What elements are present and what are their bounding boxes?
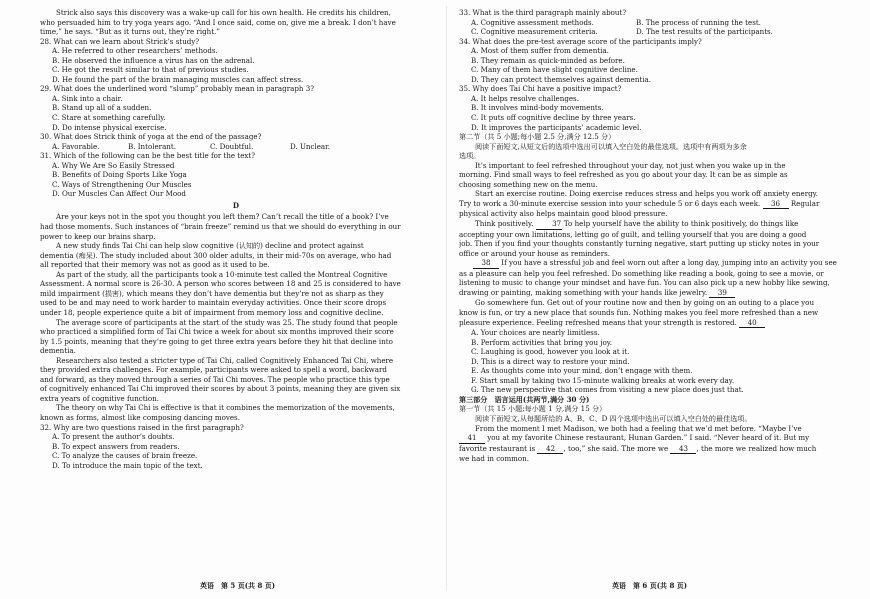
text-run: pleasure experience. Feeling refreshed means that your strength is restored. (459, 317, 737, 327)
text-line: The average score of participants at the start of the study was 25. The study found that people (56, 317, 398, 327)
text-line: mild impairment (损害), which means they don’t have dementia but they’re not as sharp as they (40, 288, 384, 298)
text-line: by 1.5 points, meaning that they’re going to get three extra years before they hit that decline into (40, 336, 393, 346)
text-line: C. Ways of Strengthening Our Muscles (52, 179, 192, 189)
text-line: D. Do intense physical exercise. (52, 122, 167, 132)
paragraph-38 (459, 258, 851, 269)
text-line: B. Benefits of Doing Sports Like Yoga (52, 170, 187, 180)
page-divider (446, 6, 447, 591)
part-three-heading: 第三部分 语言运用(共两节,满分 30 分) (459, 394, 590, 404)
text-line: morning. Find small ways to feel refreshed as you go about your day. It can be as simple as (459, 170, 788, 180)
left-bottom-block (40, 212, 432, 470)
text-line: 34. What does the pre-test average score of the participants imply? (459, 36, 702, 46)
q30-option: C. Doubtful. (210, 141, 254, 151)
text-line: know is fun, or try a new place that sounds fun. Nothing makes you feel more refreshed than a new (459, 307, 819, 317)
blank-41[interactable]: 41 (459, 433, 485, 444)
text-run: drawing or painting, making something with your hands like jewelry. (459, 287, 708, 297)
text-line: B. To expect answers from readers. (52, 441, 180, 451)
text-line: C. To analyze the causes of brain freeze. (52, 451, 198, 461)
text-run: Regular (790, 198, 820, 208)
text-line: 阅读下面短文,从每题所给的 A、B、C、D 四个选项中选出可以填入空白处的最佳选项。 (475, 413, 752, 423)
text-line: office or around your house as reminders. (459, 248, 611, 258)
text-line: E. As thoughts come into your mind, don’t engage with them. (471, 366, 693, 376)
blank-38[interactable]: 38 (473, 258, 499, 269)
q33-stem: 33. What is the third paragraph mainly about? (459, 8, 627, 17)
text-line: It’s important to feel refreshed throughout your day, not just when you wake up in the (475, 160, 786, 170)
text-line: all reported that their memory was not as good as it used to be. (40, 260, 270, 270)
text-run: you at my favorite Chinese restaurant, Hunan Garden.” I said. “Never heard of it. But my (487, 433, 810, 443)
text-run: If you have a stressful job and feel worn out after a long day, jumping into an activity you see (501, 258, 837, 268)
text-line: listening to music to change your mindset and have fun. You can also pick up a new hobby like sewing, (459, 278, 830, 288)
blank-42[interactable]: 42 (537, 444, 563, 455)
q33-option: D. The test results of the participants. (636, 27, 773, 37)
text-line: of cognitively enhanced Tai Chi improved their scores by about 3 points, meaning they are given six (40, 384, 401, 394)
left-mid-block (40, 151, 432, 199)
text-line: A new study finds Tai Chi can help slow cognitive (认知的) decline and protect against (56, 241, 364, 251)
text-line: D. To introduce the main topic of the text. (52, 460, 203, 470)
text-line: Are your keys not in the spot you thought you left them? Can’t recall the title of a book? I’ve (56, 212, 389, 222)
text-line: who practiced a simplified form of Tai Chi twice a week for about six months improved their score (40, 327, 394, 337)
blank-36[interactable]: 36 (763, 199, 789, 210)
text-line: From the moment I met Madison, we both had a feeling that we’d met before. “Maybe I’ve (475, 423, 802, 433)
right-block-g (459, 404, 851, 433)
q33-option: C. Cognitive measurement criteria. (471, 27, 598, 37)
text-line: 32. Why are two questions raised in the first paragraph? (40, 422, 244, 432)
left-column (40, 8, 432, 470)
paragraph-37 (459, 219, 851, 230)
text-line: Assessment. A normal score is 26-30. A person who scores between 18 and 25 is considered to have (40, 279, 401, 289)
blank-43[interactable]: 43 (670, 444, 696, 455)
text-line: C. Many of them have slight cognitive decline. (471, 65, 638, 75)
text-line: B. Perform activities that bring you joy. (471, 337, 613, 347)
text-line: 选项。 (459, 151, 481, 161)
paragraph-40 (459, 318, 851, 329)
text-line: time,” he says. “But as it turns out, they’re right.” (40, 27, 220, 37)
text-line: As part of the study, all the participants took a 10-minute test called the Montreal Cognitive (56, 269, 388, 279)
text-line: A. To present the author’s doubts. (52, 432, 175, 442)
paragraph-41 (459, 433, 851, 444)
text-line: D. This is a direct way to restore your mind. (471, 356, 630, 366)
text-line: 30. What does Strick think of yoga at the end of the passage? (40, 132, 262, 142)
text-line: Researchers also tested a stricter type of Tai Chi, called Cognitively Enhanced Tai Chi, where (56, 355, 394, 365)
right-block-b (459, 209, 851, 219)
text-run: To help yourself have the ability to think positively, do things like (563, 219, 799, 229)
text-line: C. He got the result similar to that of previous studies. (52, 65, 249, 75)
text-line: C. It puts off cognitive decline by three years. (471, 113, 636, 123)
text-line: 31. Which of the following can be the best title for the text? (40, 151, 256, 161)
text-line: D. It improves the participants’ academic level. (471, 122, 642, 132)
text-line: B. Stand up all of a sudden. (52, 103, 152, 113)
blank-40[interactable]: 40 (739, 318, 765, 329)
q33-option: B. The process of running the test. (636, 17, 761, 27)
text-line: 第二节（共 5 小题;每小题 2.5 分,满分 12.5 分） (459, 132, 616, 142)
text-line: choosing something new on the menu. (459, 179, 598, 189)
text-line: and forward, as they moved through a series of Tai Chi moves. The people who practice this type (40, 374, 390, 384)
text-line: they provided extra challenges. For example, participants were asked to spell a word, backward (40, 365, 387, 375)
page-footer-left: 英语 第 5 页(共 8 页) (200, 581, 276, 590)
text-line: physical activity also helps maintain good blood pressure. (459, 209, 668, 219)
blank-37[interactable]: 37 (536, 219, 562, 230)
q33-option: A. Cognitive assessment methods. (471, 17, 594, 27)
right-block-e (459, 298, 851, 317)
text-run: , too,” she said. The more we (563, 443, 669, 453)
text-run: Think positively. (475, 219, 534, 229)
text-line: A. Sink into a chair. (52, 93, 123, 103)
text-line: 第一节（共 15 小题;每小题 1 分,满分 15 分） (459, 404, 607, 414)
text-line: D. They can protect themselves against dementia. (471, 74, 652, 84)
text-line: who persuaded him to try yoga years ago. “And I once said, come on, give me a break. I don’t have (40, 17, 396, 27)
text-line: C. Stare at something carefully. (52, 113, 166, 123)
text-line: A. It helps resolve challenges. (471, 93, 579, 103)
paragraph-39 (459, 288, 851, 299)
text-line: C. Laughing is good, however you look at it. (471, 347, 630, 357)
q30-option: B. Intolerant. (128, 141, 176, 151)
text-line: Go somewhere fun. Get out of your routine now and then by going on an outing to a place you (475, 298, 815, 308)
text-line: The theory on why Tai Chi is effective is that it combines the memorization of the movements, (56, 403, 395, 413)
text-line: 阅读下面短文,从短文后的选项中选出可以填入空白处的最佳选项。选项中有两项为多余 (475, 141, 747, 151)
text-line: job. Then if you find your thoughts constantly turning negative, start putting up sticky notes in your (459, 239, 820, 249)
text-line: B. They remain as quick-minded as before. (471, 55, 625, 65)
text-line: B. It involves mind-body movements. (471, 103, 604, 113)
q33-options-row (459, 18, 851, 28)
text-line: D. He found the part of the brain managing muscles can affect stress. (52, 74, 304, 84)
text-line: A. Most of them suffer from dementia. (471, 46, 609, 56)
q30-option: D. Unclear. (290, 141, 331, 151)
text-line: under 18, people experience quite a bit of impairment from memory loss and cognitive decline. (40, 307, 384, 317)
right-block-h (459, 454, 851, 464)
text-line: F. Start small by taking two 15-minute walking breaks at work every day. (471, 375, 735, 385)
text-line: used to be and may need to work harder to maintain everyday activities. Once their score drops (40, 298, 387, 308)
text-line: extra years of cognitive function. (40, 393, 159, 403)
text-line: known as forms, almost like composing dancing moves. (40, 412, 240, 422)
text-line: had those moments. Such instances of “brain freeze” remind us that we should do everything in our (40, 222, 401, 232)
blank-39[interactable]: 39 (709, 288, 735, 299)
right-block-c (459, 230, 851, 259)
text-line: D. Our Muscles Can Affect Our Mood (52, 189, 186, 199)
text-run: , the more we realized how much (696, 443, 817, 453)
right-block-d (459, 269, 851, 288)
text-line: dementia (痴呆). The study included about 300 older adults, in their mid-70s on average, who had (40, 250, 392, 260)
text-line: accepting your own limitations, letting go of guilt, and telling yourself that you are doing a good (459, 229, 807, 239)
text-line: power to keep our brains sharp. (40, 231, 156, 241)
left-top-block (40, 8, 432, 142)
right-block-a (459, 37, 851, 199)
q30-option: A. Favorable. (52, 141, 100, 151)
text-line: we had in common. (459, 454, 530, 464)
text-line: 28. What can we learn about Strick’s study? (40, 36, 200, 46)
text-run: Try to work a 30-minute exercise session into your schedule 5 or 6 days each week. (459, 198, 761, 208)
text-line: Strick also says this discovery was a wake-up call for his own health. He credits his children, (56, 8, 391, 17)
text-run: favorite restaurant is (459, 443, 536, 453)
text-line: as a pleasure can help you feel refreshed. Do something like reading a book, going to see a movie, or (459, 268, 824, 278)
text-line: A. Why We Are So Easily Stressed (52, 160, 175, 170)
paragraph-36 (459, 199, 851, 210)
text-line: B. He observed the influence a virus has on the adrenal. (52, 55, 255, 65)
q33-options-row (459, 27, 851, 37)
q30-options (40, 142, 432, 152)
text-line: A. Your choices are nearly limitless. (471, 328, 600, 338)
right-block-f (459, 328, 851, 395)
text-line: dementia. (40, 346, 76, 356)
page-footer-right: 英语 第 6 页(共 8 页) (612, 581, 688, 590)
right-column (459, 8, 851, 464)
paragraph-42 (459, 444, 851, 455)
text-line: 29. What does the underlined word “slump” probably mean in paragraph 3? (40, 84, 315, 94)
section-d-heading: D (232, 200, 240, 210)
text-line: A. He referred to other researchers’ methods. (52, 46, 218, 56)
text-line: 35. Why does Tai Chi have a positive impact? (459, 84, 622, 94)
text-line: Start an exercise routine. Doing exercise reduces stress and helps you work off anxiety energy. (475, 189, 818, 199)
text-line: G. The new perspective that comes from visiting a new place does just that. (471, 385, 744, 395)
